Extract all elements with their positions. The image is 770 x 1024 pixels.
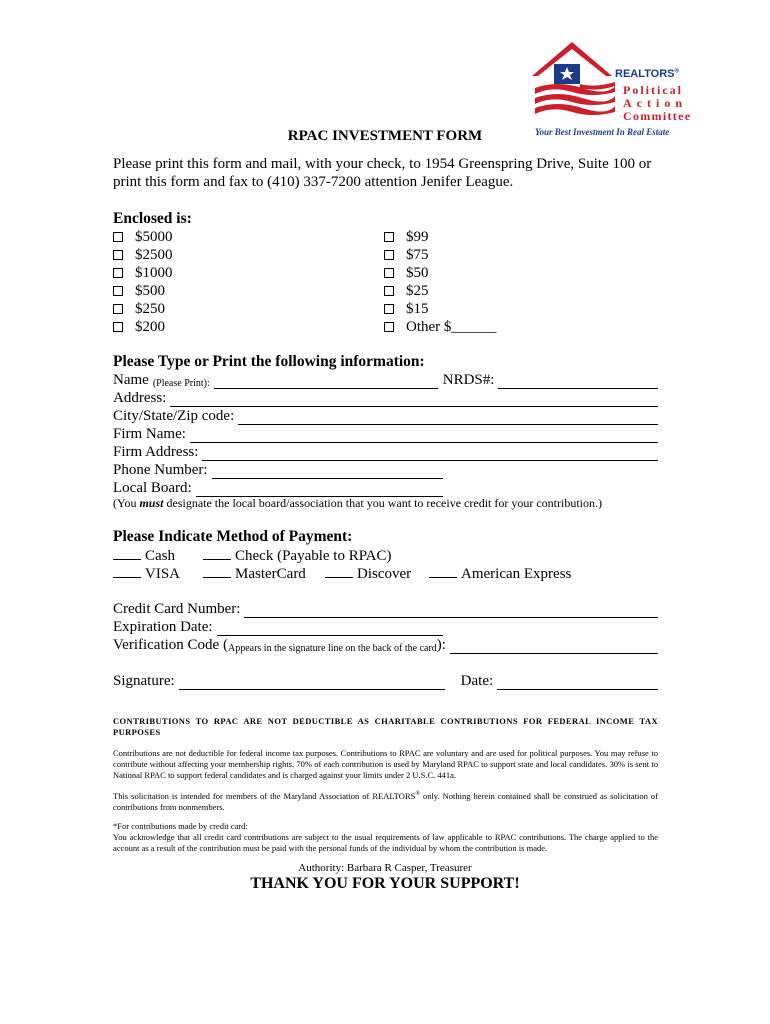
logo-brand: REALTORS bbox=[615, 68, 675, 80]
cc-label: Credit Card Number: bbox=[113, 601, 241, 617]
amount-list-left bbox=[113, 228, 173, 336]
amount-label: $75 bbox=[406, 247, 429, 263]
address-input[interactable] bbox=[170, 392, 658, 407]
city-row bbox=[113, 407, 658, 425]
ver-close: ): bbox=[436, 637, 446, 653]
amount-label: $500 bbox=[135, 283, 165, 299]
date-input[interactable] bbox=[497, 675, 658, 690]
amount-option[interactable] bbox=[384, 300, 496, 318]
info-heading: Please Type or Print the following information: bbox=[113, 353, 425, 370]
amount-label: $2500 bbox=[135, 247, 173, 263]
amount-option[interactable] bbox=[384, 246, 496, 264]
legal-p2 bbox=[113, 789, 658, 813]
checkbox[interactable] bbox=[113, 304, 123, 314]
cash-label: Cash bbox=[145, 548, 175, 564]
board-note-em: must bbox=[139, 496, 164, 510]
exp-label: Expiration Date: bbox=[113, 619, 213, 635]
sig-label: Signature: bbox=[113, 673, 175, 689]
logo-line3: Committee bbox=[623, 109, 692, 123]
amount-label: $15 bbox=[406, 301, 429, 317]
city-label: City/State/Zip code: bbox=[113, 408, 235, 424]
firm-address-label: Firm Address: bbox=[113, 444, 199, 460]
checkbox[interactable] bbox=[113, 268, 123, 278]
name-label: Name bbox=[113, 372, 149, 388]
amex-blank[interactable] bbox=[429, 564, 457, 578]
amount-option[interactable] bbox=[113, 228, 173, 246]
legal-p3-head: *For contributions made by credit card: bbox=[113, 821, 248, 831]
checkbox[interactable] bbox=[384, 286, 394, 296]
enclosed-heading: Enclosed is: bbox=[113, 210, 192, 227]
board-note bbox=[113, 496, 602, 511]
amount-option[interactable] bbox=[113, 264, 173, 282]
discover-blank[interactable] bbox=[325, 564, 353, 578]
firm-row bbox=[113, 425, 658, 443]
amount-option[interactable] bbox=[113, 282, 173, 300]
checkbox[interactable] bbox=[113, 232, 123, 242]
amount-option[interactable] bbox=[384, 264, 496, 282]
ver-row bbox=[113, 636, 658, 654]
intro-text: Please print this form and mail, with your check, to 1954 Greenspring Drive, Suite 100 or print this form and fax to (410) 337-7200 attention Jenifer League. bbox=[113, 156, 652, 190]
payment-row-2 bbox=[113, 564, 673, 583]
amex-label: American Express bbox=[461, 566, 572, 582]
checkbox[interactable] bbox=[113, 286, 123, 296]
amount-option[interactable] bbox=[113, 246, 173, 264]
date-label: Date: bbox=[460, 673, 494, 689]
house-flag-icon bbox=[527, 38, 617, 124]
logo-tagline: Your Best Investment In Real Estate bbox=[535, 127, 670, 137]
ver-hint: Appears in the signature line on the back of the card bbox=[227, 643, 437, 654]
visa-label: VISA bbox=[145, 566, 181, 582]
rpac-logo bbox=[527, 38, 699, 142]
amount-option[interactable] bbox=[384, 318, 496, 336]
firm-input[interactable] bbox=[190, 428, 658, 443]
legal-p3: You acknowledge that all credit card contributions are subject to the usual requirements of law applicable to RPAC contributions. The charge applied to the account as a result of the contribution must be paid with the personal funds of the individual by whom the contribution is made. bbox=[113, 832, 658, 853]
board-note-post: designate the local board/association that you want to receive credit for your contribution.) bbox=[163, 496, 603, 510]
exp-row bbox=[113, 618, 443, 636]
checkbox[interactable] bbox=[384, 268, 394, 278]
name-row bbox=[113, 371, 658, 389]
discover-label: Discover bbox=[357, 566, 412, 582]
check-label: Check (Payable to RPAC) bbox=[235, 548, 392, 564]
payment-row-1 bbox=[113, 546, 392, 565]
firm-address-input[interactable] bbox=[202, 446, 658, 461]
address-label: Address: bbox=[113, 390, 167, 406]
checkbox[interactable] bbox=[113, 322, 123, 332]
check-blank[interactable] bbox=[203, 546, 231, 560]
legal-p2-post: only. Nothing herein contained shall be construed as solicitation of contributions from nonmembers. bbox=[113, 790, 658, 812]
cc-row bbox=[113, 600, 658, 618]
visa-option[interactable] bbox=[113, 566, 180, 582]
nrds-label: NRDS#: bbox=[442, 372, 495, 388]
board-label: Local Board: bbox=[113, 480, 192, 496]
checkbox[interactable] bbox=[384, 232, 394, 242]
visa-blank[interactable] bbox=[113, 564, 141, 578]
logo-line1: Political bbox=[623, 83, 683, 97]
mastercard-option[interactable] bbox=[203, 564, 306, 583]
amount-label: $99 bbox=[406, 229, 429, 245]
amex-option[interactable] bbox=[429, 564, 571, 583]
address-row bbox=[113, 389, 658, 407]
checkbox[interactable] bbox=[384, 250, 394, 260]
amount-label: Other $______ bbox=[406, 319, 497, 335]
cash-blank[interactable] bbox=[113, 546, 141, 560]
legal-caps: CONTRIBUTIONS TO RPAC ARE NOT DEDUCTIBLE AS CHARITABLE CONTRIBUTIONS FOR FEDERAL INCOME TAX PURPOSES bbox=[113, 716, 658, 737]
mastercard-label: MasterCard bbox=[235, 566, 306, 582]
amount-label: $25 bbox=[406, 283, 429, 299]
amount-option[interactable] bbox=[113, 300, 173, 318]
amount-label: $200 bbox=[135, 319, 165, 335]
board-input[interactable] bbox=[196, 482, 443, 497]
amount-label: $250 bbox=[135, 301, 165, 317]
phone-label: Phone Number: bbox=[113, 462, 208, 478]
firm-label: Firm Name: bbox=[113, 426, 186, 442]
amount-option[interactable] bbox=[113, 318, 173, 336]
board-note-pre: (You bbox=[113, 496, 140, 510]
amount-label: $5000 bbox=[135, 229, 173, 245]
check-option[interactable] bbox=[203, 546, 392, 565]
checkbox[interactable] bbox=[113, 250, 123, 260]
form-title: RPAC INVESTMENT FORM bbox=[287, 128, 483, 144]
sig-input[interactable] bbox=[179, 675, 445, 690]
amount-option[interactable] bbox=[384, 228, 496, 246]
name-hint: (Please Print): bbox=[152, 378, 210, 389]
legal-p2-reg: ® bbox=[415, 791, 420, 797]
name-input[interactable] bbox=[214, 374, 438, 389]
phone-row bbox=[113, 461, 443, 479]
thanks-message: THANK YOU FOR YOUR SUPPORT! bbox=[250, 875, 520, 892]
firm-address-row bbox=[113, 443, 658, 461]
sig-row bbox=[113, 672, 658, 690]
authority: Authority: Barbara R Casper, Treasurer bbox=[298, 862, 472, 874]
legal-p2-pre: This solicitation is intended for members of the Maryland Association of REALTORS bbox=[113, 790, 416, 801]
checkbox[interactable] bbox=[384, 322, 394, 332]
cash-option[interactable] bbox=[113, 548, 175, 564]
ver-input[interactable] bbox=[450, 639, 658, 654]
amount-label: $50 bbox=[406, 265, 429, 281]
phone-input[interactable] bbox=[212, 464, 443, 479]
logo-line2: Action bbox=[623, 96, 687, 110]
payment-heading: Please Indicate Method of Payment: bbox=[113, 528, 353, 545]
exp-input[interactable] bbox=[217, 621, 443, 636]
logo-reg: ® bbox=[674, 68, 679, 75]
discover-option[interactable] bbox=[325, 564, 411, 583]
amount-label: $1000 bbox=[135, 265, 173, 281]
legal-p1: Contributions are not deductible for federal income tax purposes. Contributions to RPAC are voluntary and are used for political purposes. You may refuse to contribute without affecting your membership rights. 70% of each contribution is used by Maryland RPAC to support state and local candidates. 30% is sent to National RPAC to support federal candidates and is charged against your limits under 2 U.S.C. 441a. bbox=[113, 748, 658, 780]
checkbox[interactable] bbox=[384, 304, 394, 314]
amount-list-right bbox=[384, 228, 496, 336]
cc-input[interactable] bbox=[244, 603, 658, 618]
ver-label: Verification Code ( bbox=[113, 637, 228, 653]
nrds-input[interactable] bbox=[498, 374, 658, 389]
city-input[interactable] bbox=[238, 410, 658, 425]
mastercard-blank[interactable] bbox=[203, 564, 231, 578]
board-row bbox=[113, 479, 443, 497]
amount-option[interactable] bbox=[384, 282, 496, 300]
